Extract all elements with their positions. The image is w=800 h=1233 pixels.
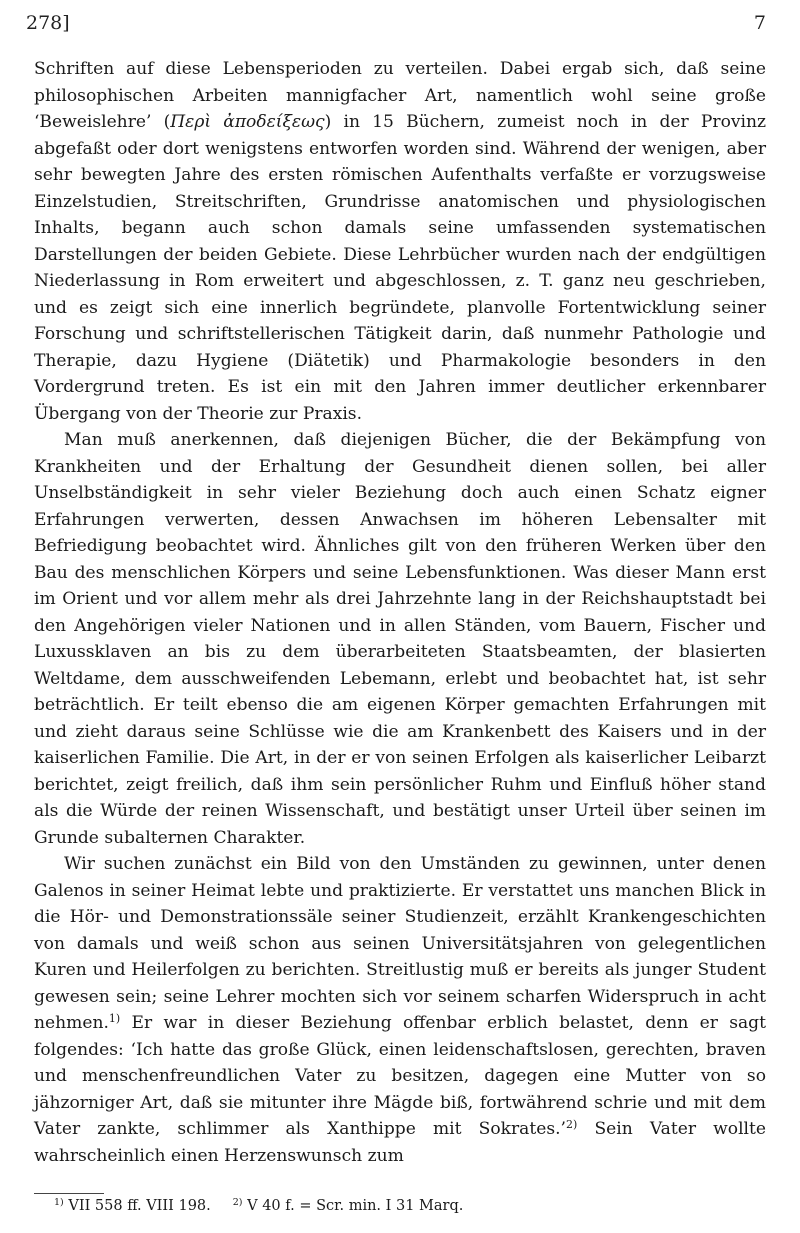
- page-number: 7: [753, 12, 766, 34]
- greek-title: Περὶ ἀποδείξεως: [170, 112, 325, 132]
- paragraph-1-part-a: Schriften auf diese Lebensperioden zu verteilen. Dabei ergab sich, daß seine philosophischen Arbeiten mannigfacher Art, namentlich wohl seine große ‘Beweislehre’ (: [34, 59, 766, 132]
- footnote-rule: [34, 1193, 104, 1194]
- footnote-2: [233, 1198, 464, 1214]
- footnote-1: [54, 1198, 211, 1214]
- body-text: [34, 56, 766, 1169]
- paragraph-3-part-c: Sein Vater wollte wahrscheinlich einen Herzenswunsch zum: [34, 1119, 766, 1166]
- paragraph-1-part-b: ) in 15 Büchern, zumeist noch in der Provinz abgefaßt oder dort wenigstens entworfen worden sind. Während der wenigen, aber sehr bewegten Jahre des ersten römischen Aufenthalts verfaßte er vorzugsweise Einzelstudien, Streitschriften, Grundrisse anatomischen und physiologischen Inhalts, begann auch schon damals seine umfassenden systematischen Darstellungen der beiden Gebiete. Diese Lehrbücher wurden nach der endgültigen Niederlassung in Rom erweitert und abgeschlossen, z. T. ganz neu geschrieben, und es zeigt sich eine innerlich begründete, planvolle Fortentwicklung seiner Forschung und schriftstellerischen Tätigkeit darin, daß nunmehr Pathologie und Therapie, dazu Hygiene (Diätetik) und Pharmakologie besonders in den Vordergrund treten. Es ist ein mit den Jahren immer deutlicher erkennbarer Übergang von der Theorie zur Praxis.: [34, 112, 767, 424]
- paragraph-1: [34, 56, 766, 427]
- footnotes: [54, 1196, 463, 1216]
- page-number-bracket: 278]: [26, 12, 70, 34]
- paragraph-3-part-b: Er war in dieser Beziehung offenbar erblich belastet, denn er sagt folgendes: ‘Ich hatte das große Glück, einen leidenschaftslosen, gerechten, braven und menschenfreundlichen Vater zu besitzen, dagegen eine Mutter von so jähzorniger Art, daß sie mitunter ihre Mägde biß, fortwährend schrie und mit dem Vater zankte, schlimmer als Xanthippe mit Sokrates.’: [34, 1013, 766, 1139]
- footnote-2-mark: 2): [232, 1197, 243, 1208]
- footnote-2-text: V 40 f. = Scr. min. I 31 Marq.: [242, 1198, 464, 1214]
- footnote-ref-1: 1): [108, 1012, 121, 1025]
- footnote-ref-2: 2): [566, 1118, 578, 1131]
- running-header: [26, 12, 770, 40]
- footnote-1-text: VII 558 ff. VIII 198.: [63, 1198, 211, 1214]
- paragraph-2: Man muß anerkennen, daß diejenigen Bücher, die der Bekämpfung von Krankheiten und der Erhaltung der Gesundheit dienen sollen, bei aller Unselbständigkeit in sehr vieler Beziehung doch auch einen Schatz eigner Erfahrungen verwerten, dessen Anwachsen im höheren Lebensalter mit Befriedigung beobachtet wird. Ähnliches gilt von den früheren Werken über den Bau des menschlichen Körpers und seine Lebensfunktionen. Was dieser Mann erst im Orient und vor allem mehr als drei Jahrzehnte lang in der Reichshauptstadt bei den Angehörigen vieler Nationen und in allen Ständen, vom Bauern, Fischer und Luxussklaven an bis zu dem überarbeiteten Staatsbeamten, der blasierten Weltdame, dem ausschweifenden Lebemann, erlebt und beobachtet hat, ist sehr beträchtlich. Er teilt ebenso die am eigenen Körper gemachten Erfahrungen mit und zieht daraus seine Schlüsse wie die am Krankenbett des Kaisers und in der kaiserlichen Familie. Die Art, in der er von seinen Erfolgen als kaiserlicher Leibarzt berichtet, zeigt freilich, daß ihm sein persönlicher Ruhm und Einfluß höher stand als die Würde der reinen Wissenschaft, und bestätigt unser Urteil über seinen im Grunde subalternen Charakter.: [34, 430, 766, 848]
- paragraph-3: [34, 851, 766, 1169]
- paragraph-3-part-a: Wir suchen zunächst ein Bild von den Umständen zu gewinnen, unter denen Galenos in seiner Heimat lebte und praktizierte. Er verstattet uns manchen Blick in die Hör- und Demonstrationssäle seiner Studienzeit, erzählt Krankengeschichten von damals und weiß schon aus seinen Universitätsjahren von gelegentlichen Kuren und Heilerfolgen zu berichten. Streitlustig muß er bereits als junger Student gewesen sein; seine Lehrer mochten sich vor seinem scharfen Widerspruch in acht nehmen.: [34, 854, 766, 1033]
- footnote-1-mark: 1): [54, 1197, 64, 1208]
